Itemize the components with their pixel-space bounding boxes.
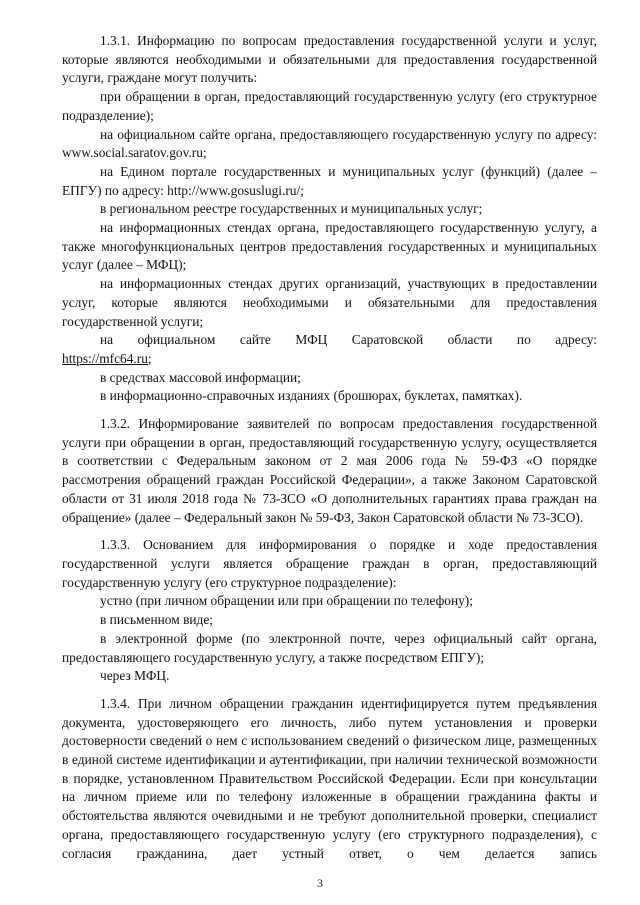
list-item: через МФЦ. [100,668,170,684]
list-item: на официальном сайте органа, предоставляющего государственную услугу по адресу: www.social.saratov.gov.ru; [62,126,597,161]
list-item: в письменном виде; [100,612,214,628]
list-item: на информационных стендах органа, предоставляющего государственную услугу, а также многофункциональных центров предоставления государственных и муниципальных услуг (далее – МФЦ); [62,220,597,273]
list-item: в средствах массовой информации; [100,369,301,385]
paragraph-1-3-3: 1.3.3. Основанием для информирования о порядке и ходе предоставления государственной услуги является обращение граждан в орган, предоставляющий государственную услугу (его структурное подразделение): [62,537,597,590]
list-item: в электронной форме (по электронной почте, через официальный сайт органа, предоставляющего государственную услугу, а также посредством ЕПГУ); [62,630,597,665]
mfc-link-suffix: ; [147,350,152,366]
paragraph-1-3-2: 1.3.2. Информирование заявителей по вопросам предоставления государственной услуги при обращении в орган, предоставляющий государственную услугу, осуществляется в соответствии с Федеральным законом от 2 мая 2006 года № 59-ФЗ «О порядке рассмотрения обращений граждан Российской Федерации», а также Законом Саратовской области от 31 июля 2018 года № 73-ЗСО «О дополнительных гарантиях права граждан на обращение» (далее – Федеральный закон № 59-ФЗ, Закон Саратовской области № 73-ЗСО). [62,416,597,525]
list-item: при обращении в орган, предоставляющий государственную услугу (его структурное подразделение); [62,89,597,123]
list-item: в информационно-справочных изданиях (брошюрах, буклетах, памятках). [100,388,523,404]
page-number: 3 [317,876,323,890]
paragraph-1-3-4: 1.3.4. При личном обращении гражданин идентифицируется путем предъявления документа, удостоверяющего его личность, либо путем установления и проверки достоверности сведений о нем с использованием сведений о физическом лице, размещенных в единой системе идентификации и аутентификации, при наличии технической возможности в порядке, установленном Правительством Российской Федерации. Если при консультации на личном приеме или по телефону изложенные в обращении гражданина факты и обстоятельства являются очевидными и не требуют дополнительной проверки, специалист органа, предоставляющего государственную услугу (его структурного подразделения), с согласия гражданина, дает устный ответ, о чем делается запись [62,695,597,861]
document-page [62,32,597,863]
list-item: устно (при личном обращении или при обращении по телефону); [100,593,473,609]
mfc-link[interactable]: https://mfc64.ru [62,350,148,366]
mfc-link-line [62,350,597,369]
paragraph-1-3-1: 1.3.1. Информацию по вопросам предоставления государственной услуги и услуг, которые являются необходимыми и обязательными для предоставления государственной услуги, граждане могут получить: [62,33,597,86]
list-item: в региональном реестре государственных и муниципальных услуг; [100,201,483,217]
mfc-site-text: на официальном сайте МФЦ Саратовской области по адресу: [100,332,597,348]
list-item: на информационных стендах других организаций, участвующих в предоставлении услуг, которые являются необходимыми и обязательными для предоставления государственной услуги; [62,276,597,329]
list-item-mfc [62,331,597,350]
list-item: на Едином портале государственных и муниципальных услуг (функций) (далее – ЕПГУ) по адресу: http://www.gosuslugi.ru/; [62,163,597,198]
